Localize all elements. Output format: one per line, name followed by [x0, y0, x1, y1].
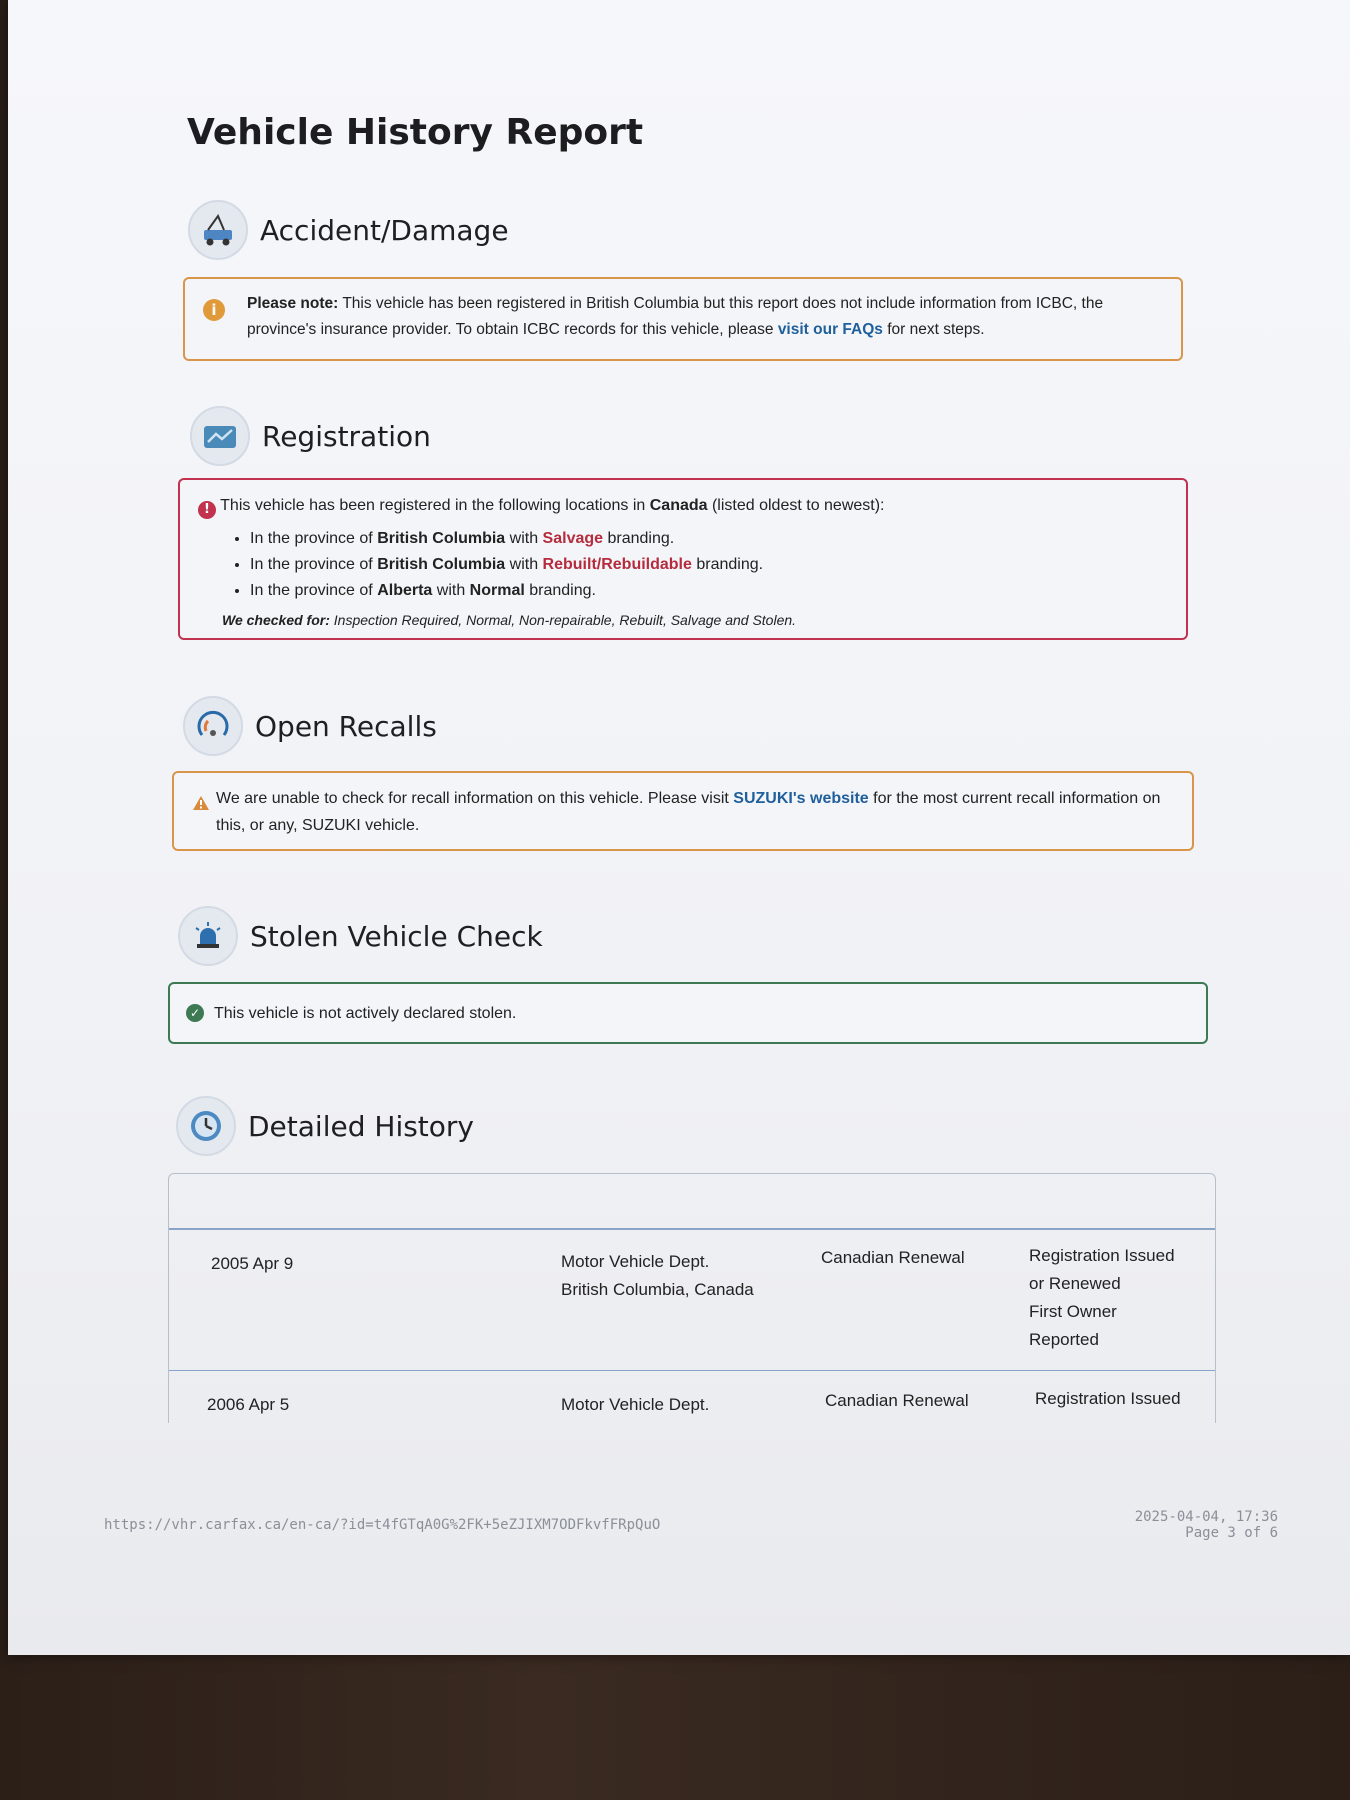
footer-timestamp: 2025-04-04, 17:36 — [1134, 1509, 1278, 1525]
history-heading: Detailed History — [248, 1109, 474, 1143]
siren-icon — [178, 906, 238, 966]
footer-page-number: Page 3 of 6 — [1185, 1525, 1278, 1541]
recalls-text — [216, 785, 1176, 839]
registration-intro-end: (listed oldest to newest): — [707, 497, 885, 514]
row-source-line1: Motor Vehicle Dept. — [561, 1252, 710, 1271]
registration-intro-text: This vehicle has been registered in the following locations in — [220, 497, 650, 514]
row-detail-line: or Renewed — [1029, 1274, 1121, 1293]
recall-gauge-icon — [183, 696, 243, 756]
recalls-box — [172, 771, 1194, 851]
row-source-line2: British Columbia, Canada — [561, 1280, 754, 1299]
table-row — [169, 1230, 1215, 1371]
warning-icon — [192, 795, 210, 816]
accident-section-header — [188, 200, 509, 260]
recalls-section-header — [183, 696, 437, 756]
recalls-text-part2: for the most current recall information on this, or any, SUZUKI vehicle. — [216, 790, 1161, 834]
registration-box — [178, 478, 1188, 640]
note-label: Please note: — [247, 295, 339, 312]
checked-for-label: We checked for: — [222, 612, 330, 628]
row-date: 2006 Apr 5 — [207, 1395, 290, 1414]
row-date: 2005 Apr 9 — [211, 1254, 294, 1273]
history-clock-icon — [176, 1096, 236, 1156]
row-source: Motor Vehicle Dept. — [561, 1395, 710, 1414]
stolen-heading: Stolen Vehicle Check — [250, 919, 543, 953]
brand-rebuilt: Rebuilt/Rebuildable — [542, 556, 692, 573]
registration-intro — [198, 492, 1158, 519]
error-icon: ! — [198, 501, 216, 519]
note-text-part2: for next steps. — [882, 321, 985, 338]
registration-card-icon — [190, 406, 250, 466]
registration-item: • In the province of British Columbia with Rebuilt/Rebuildable branding. — [250, 552, 1210, 578]
faq-link[interactable]: visit our FAQs — [777, 321, 883, 338]
history-table-header — [169, 1174, 1215, 1230]
accident-heading: Accident/Damage — [260, 213, 509, 247]
stolen-box — [168, 982, 1208, 1044]
brand-normal: Normal — [469, 582, 525, 599]
row-detail-line: Registration Issued — [1029, 1246, 1175, 1265]
tow-truck-icon — [188, 200, 248, 260]
history-table — [168, 1173, 1216, 1423]
note-text-part1: This vehicle has been registered in British Columbia but this report does not include information from ICBC, the province's insurance provider. To obtain ICBC records for this vehicle, please — [247, 295, 1104, 338]
stolen-text: This vehicle is not actively declared stolen. — [214, 1005, 517, 1022]
report-page — [8, 0, 1350, 1655]
row-type: Canadian Renewal — [825, 1391, 969, 1410]
accident-note-text — [247, 291, 1157, 343]
row-detail-line: First Owner — [1029, 1302, 1117, 1321]
registration-item: • In the province of Alberta with Normal branding. — [250, 578, 1210, 604]
registration-heading: Registration — [262, 419, 431, 453]
footer-meta — [1088, 1509, 1278, 1541]
brand-salvage: Salvage — [542, 530, 604, 547]
report-title: Vehicle History Report — [187, 112, 644, 153]
registration-list — [180, 526, 1210, 604]
registration-country: Canada — [649, 497, 708, 514]
row-type: Canadian Renewal — [821, 1248, 965, 1267]
checked-for-text: Inspection Required, Normal, Non-repairable, Rebuilt, Salvage and Stolen. — [329, 612, 797, 628]
row-details: Registration Issued — [1035, 1389, 1181, 1408]
info-icon: i — [203, 299, 225, 321]
suzuki-website-link[interactable]: SUZUKI's website — [733, 790, 869, 807]
footer-url: https://vhr.carfax.ca/en-ca/?id=t4fGTqA0G%2FK+5eZJIXM7ODFkvfFRpQuO — [104, 1517, 661, 1533]
row-source — [561, 1248, 754, 1304]
registration-item: • In the province of British Columbia with Salvage branding. — [250, 526, 1210, 552]
checked-for-line — [222, 612, 796, 628]
check-icon: ✓ — [186, 1004, 204, 1022]
table-row — [169, 1371, 1215, 1425]
history-section-header — [176, 1096, 474, 1156]
stolen-section-header — [178, 906, 543, 966]
recalls-heading: Open Recalls — [255, 709, 437, 743]
registration-section-header — [190, 406, 431, 466]
row-detail-line: Reported — [1029, 1330, 1099, 1349]
accident-note-box — [183, 277, 1183, 361]
recalls-text-part1: We are unable to check for recall information on this vehicle. Please visit — [216, 790, 734, 807]
row-details — [1029, 1242, 1175, 1354]
